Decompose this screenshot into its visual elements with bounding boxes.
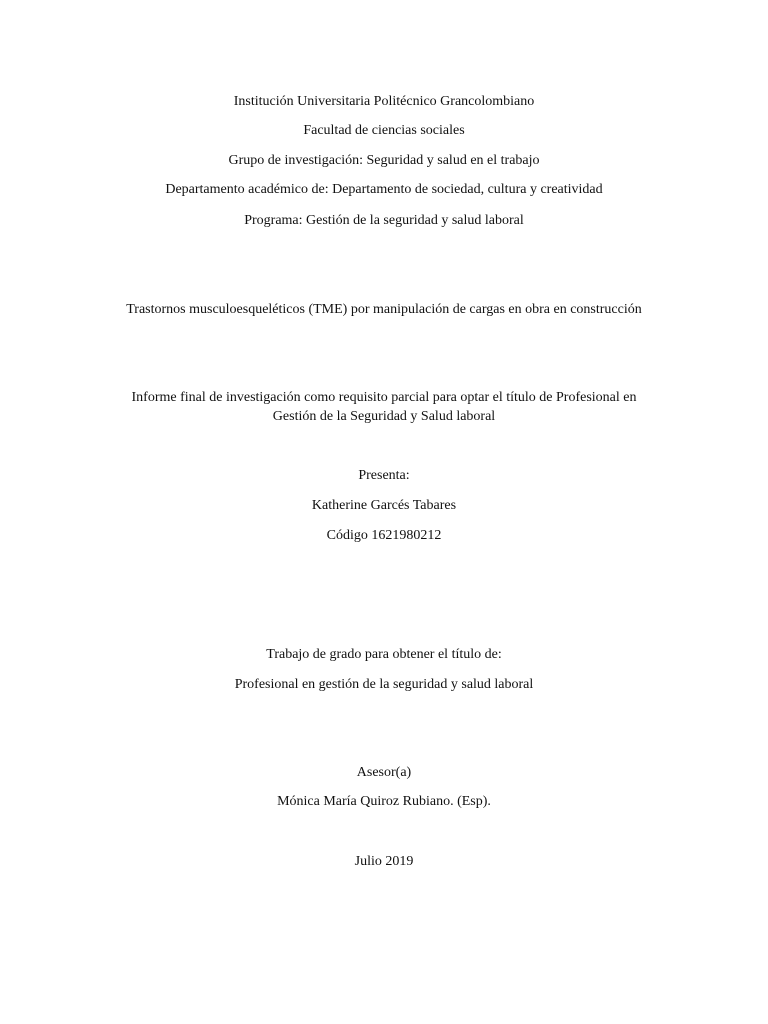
document-date: Julio 2019	[354, 854, 414, 869]
advisor-label: Asesor(a)	[356, 765, 412, 780]
presenter-code: Código 1621980212	[326, 528, 442, 543]
report-line-1: Informe final de investigación como requisito parcial para optar el título de Profesional en	[131, 390, 637, 405]
advisor-name: Mónica María Quiroz Rubiano. (Esp).	[277, 794, 491, 809]
faculty-name: Facultad de ciencias sociales	[303, 123, 465, 138]
degree-title: Profesional en gestión de la seguridad y salud laboral	[234, 677, 534, 692]
department: Departamento académico de: Departamento de sociedad, cultura y creatividad	[165, 182, 603, 197]
research-group: Grupo de investigación: Seguridad y salud en el trabajo	[228, 153, 540, 168]
report-line-2: Gestión de la Seguridad y Salud laboral	[272, 409, 496, 424]
presenter-label: Presenta:	[358, 468, 410, 483]
document-title: Trastornos musculoesqueléticos (TME) por manipulación de cargas en obra en construcción	[126, 302, 642, 317]
program: Programa: Gestión de la seguridad y salud laboral	[244, 213, 524, 228]
degree-label: Trabajo de grado para obtener el título de:	[266, 647, 502, 662]
institution-name: Institución Universitaria Politécnico Grancolombiano	[233, 94, 535, 109]
presenter-name: Katherine Garcés Tabares	[311, 498, 457, 513]
